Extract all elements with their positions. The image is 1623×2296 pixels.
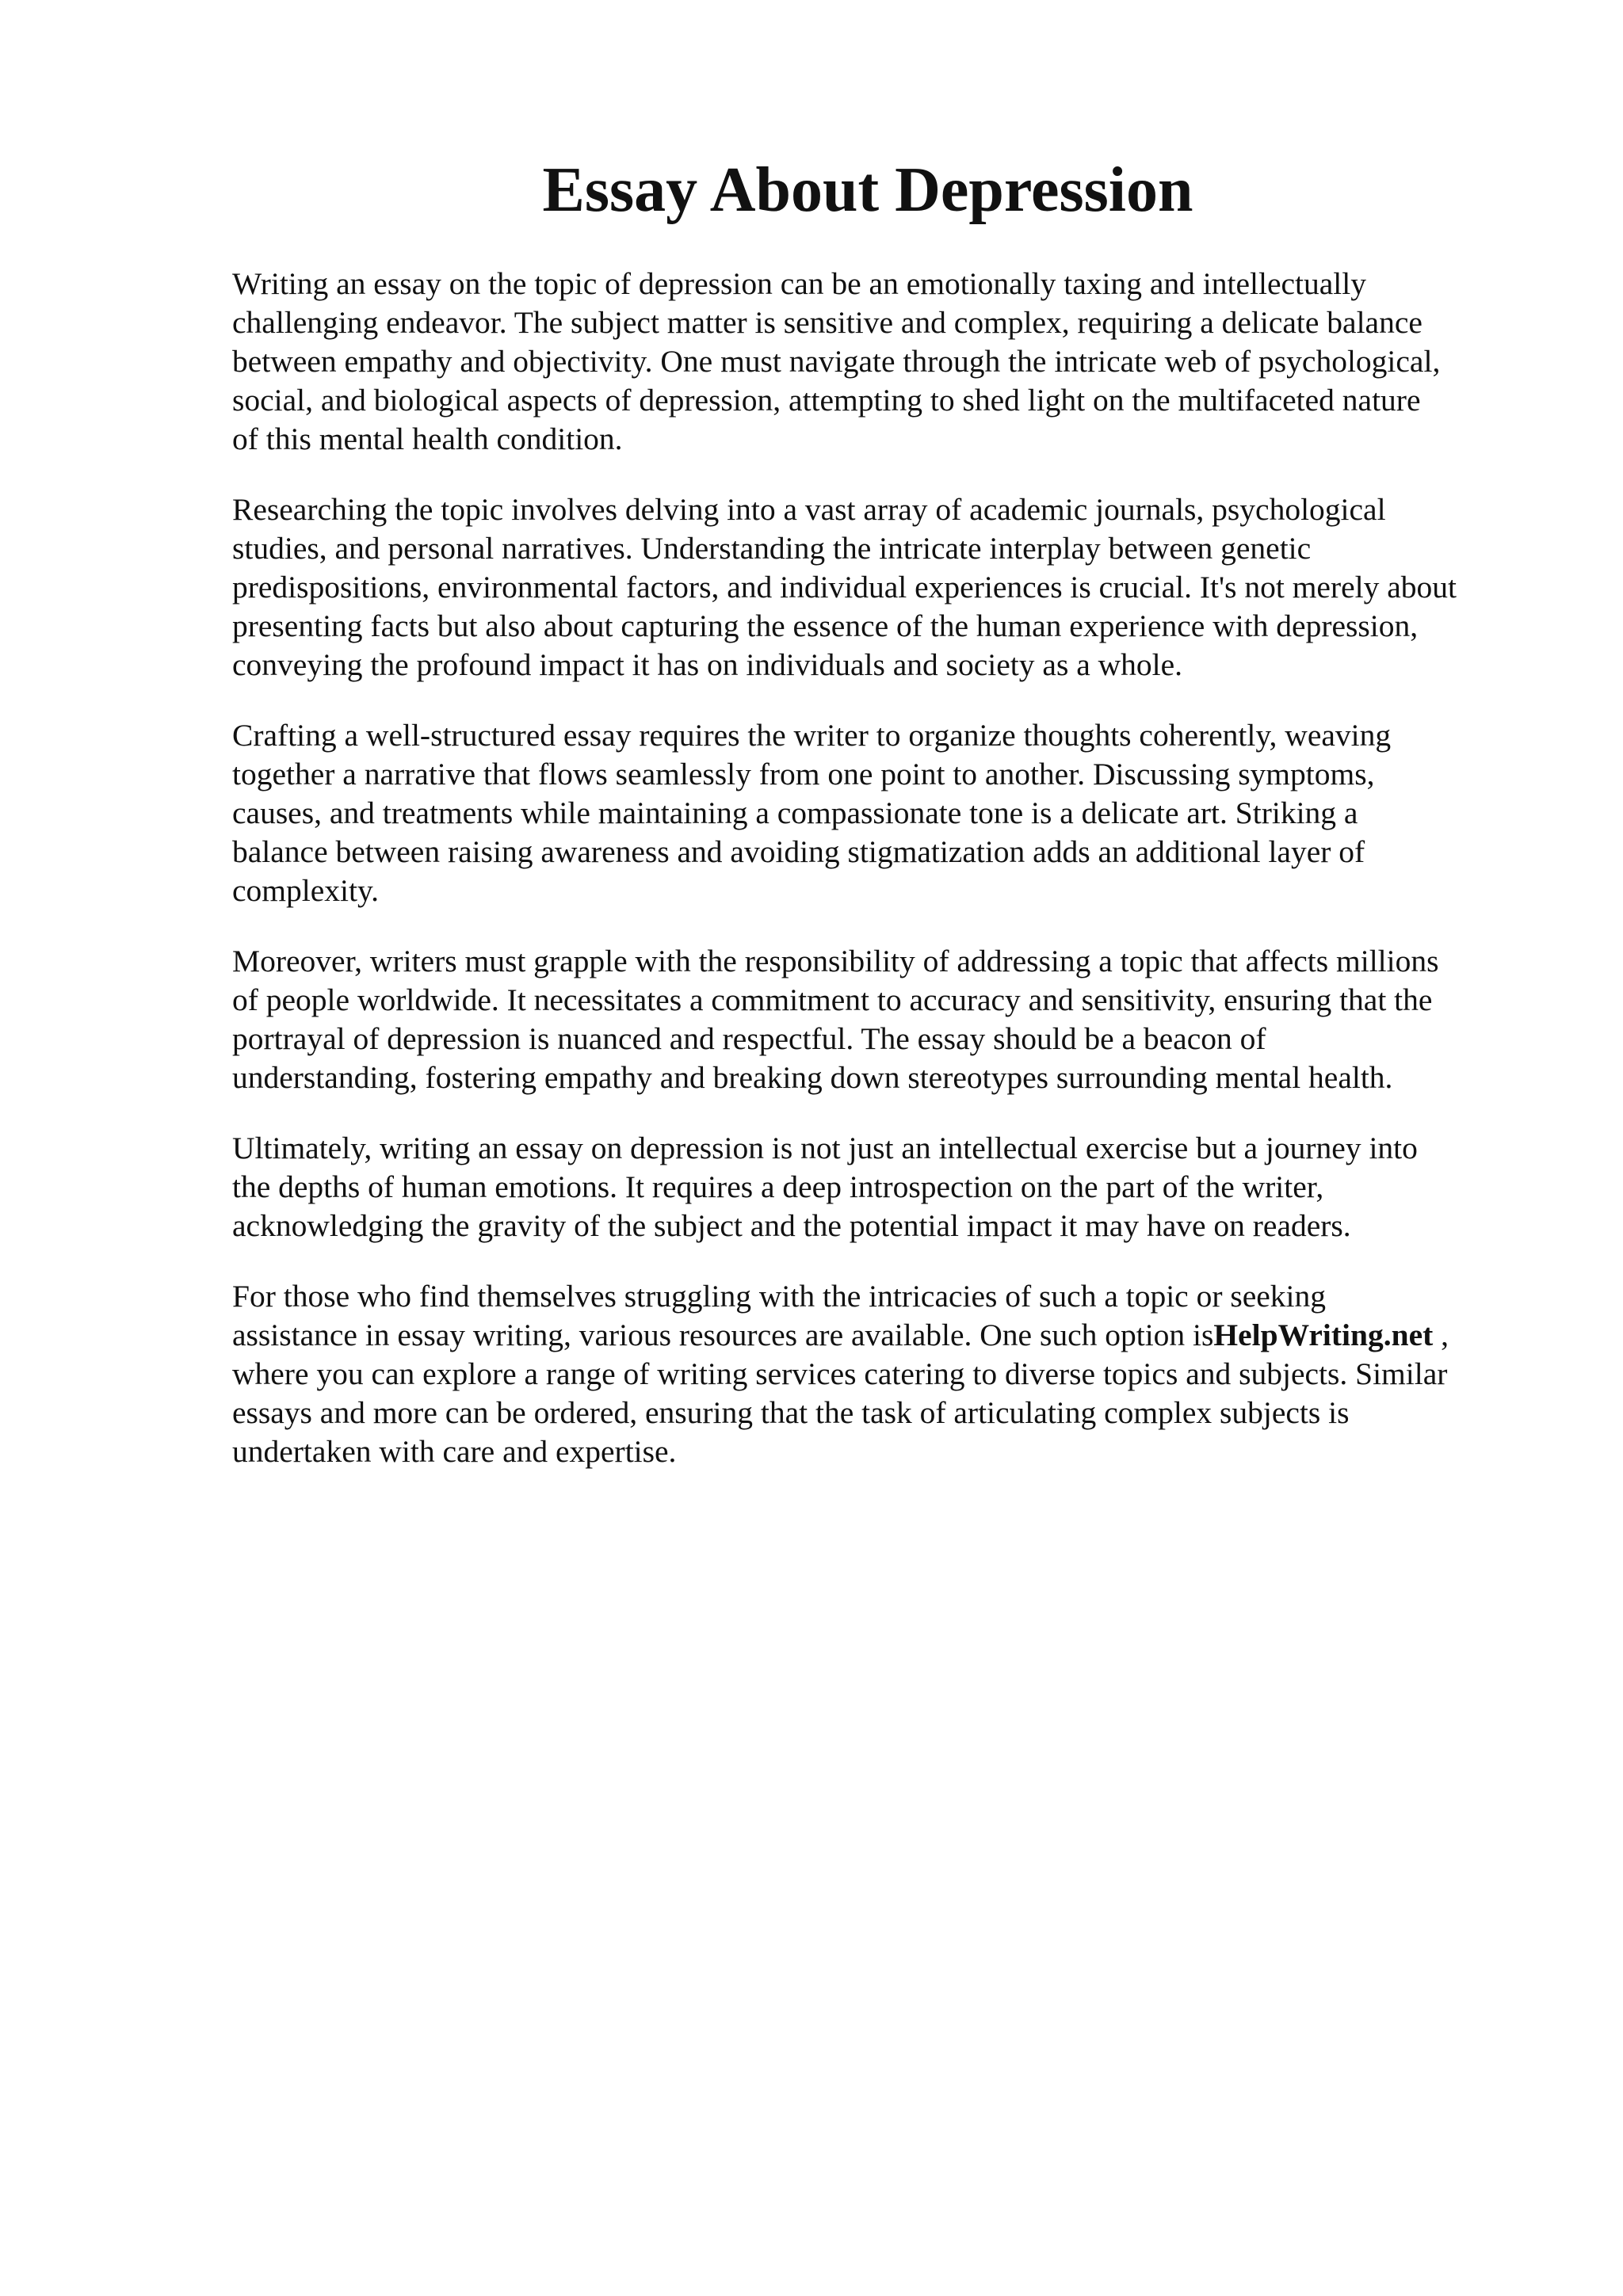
text-line: presenting facts but also about capturing the essence of the human experience with depression, bbox=[232, 608, 1419, 643]
text-line: where you can explore a range of writing services catering to diverse topics and subjects. Similar bbox=[232, 1356, 1448, 1391]
text-line: complexity. bbox=[232, 873, 380, 908]
text-line: social, and biological aspects of depression, attempting to shed light on the multifaceted nature bbox=[232, 383, 1421, 418]
text-line: together a narrative that flows seamlessly from one point to another. Discussing symptoms, bbox=[232, 757, 1375, 791]
text-line: of people worldwide. It necessitates a commitment to accuracy and sensitivity, ensuring that the bbox=[232, 982, 1433, 1017]
text-line: the depths of human emotions. It requires a deep introspection on the part of the writer, bbox=[232, 1169, 1324, 1204]
text-line: Crafting a well-structured essay requires the writer to organize thoughts coherently, weaving bbox=[232, 718, 1392, 753]
text-fragment: assistance in essay writing, various resources are available. One such option is bbox=[232, 1318, 1214, 1352]
text-line: of this mental health condition. bbox=[232, 421, 623, 456]
paragraph-3 bbox=[232, 716, 1540, 910]
text-fragment: , bbox=[1433, 1318, 1449, 1352]
text-line: understanding, fostering empathy and breaking down stereotypes surrounding mental health. bbox=[232, 1060, 1393, 1095]
text-line: For those who find themselves struggling with the intricacies of such a topic or seeking bbox=[232, 1279, 1327, 1314]
helpwriting-link[interactable]: HelpWriting.net bbox=[1213, 1318, 1434, 1352]
text-line: portrayal of depression is nuanced and respectful. The essay should be a beacon of bbox=[232, 1021, 1266, 1056]
text-line: undertaken with care and expertise. bbox=[232, 1434, 677, 1469]
text-line: Writing an essay on the topic of depression can be an emotionally taxing and intellectually bbox=[232, 266, 1366, 301]
text-line: essays and more can be ordered, ensuring that the task of articulating complex subjects is bbox=[232, 1395, 1350, 1430]
text-line: studies, and personal narratives. Understanding the intricate interplay between genetic bbox=[232, 531, 1312, 566]
text-line: Ultimately, writing an essay on depression is not just an intellectual exercise but a journey into bbox=[232, 1131, 1418, 1165]
text-line: causes, and treatments while maintaining a compassionate tone is a delicate art. Striking a bbox=[232, 795, 1358, 830]
text-line: predispositions, environmental factors, and individual experiences is crucial. It's not merely about bbox=[232, 570, 1457, 605]
paragraph-1 bbox=[232, 265, 1540, 459]
document-title: Essay About Depression bbox=[542, 155, 1193, 225]
text-line: Researching the topic involves delving into a vast array of academic journals, psychological bbox=[232, 492, 1386, 527]
essay-body bbox=[232, 265, 1540, 1503]
paragraph-2 bbox=[232, 490, 1540, 685]
text-line-with-link bbox=[232, 1316, 1540, 1355]
text-line: conveying the profound impact it has on individuals and society as a whole. bbox=[232, 647, 1183, 682]
text-line: acknowledging the gravity of the subject and the potential impact it may have on readers. bbox=[232, 1208, 1351, 1243]
paragraph-4 bbox=[232, 942, 1540, 1097]
text-line: balance between raising awareness and avoiding stigmatization adds an additional layer of bbox=[232, 834, 1365, 869]
paragraph-6 bbox=[232, 1277, 1540, 1471]
text-line: Moreover, writers must grapple with the responsibility of addressing a topic that affects millions bbox=[232, 944, 1439, 978]
text-line: challenging endeavor. The subject matter is sensitive and complex, requiring a delicate balance bbox=[232, 305, 1423, 340]
paragraph-5 bbox=[232, 1129, 1540, 1245]
text-line: between empathy and objectivity. One must navigate through the intricate web of psychological, bbox=[232, 344, 1441, 379]
